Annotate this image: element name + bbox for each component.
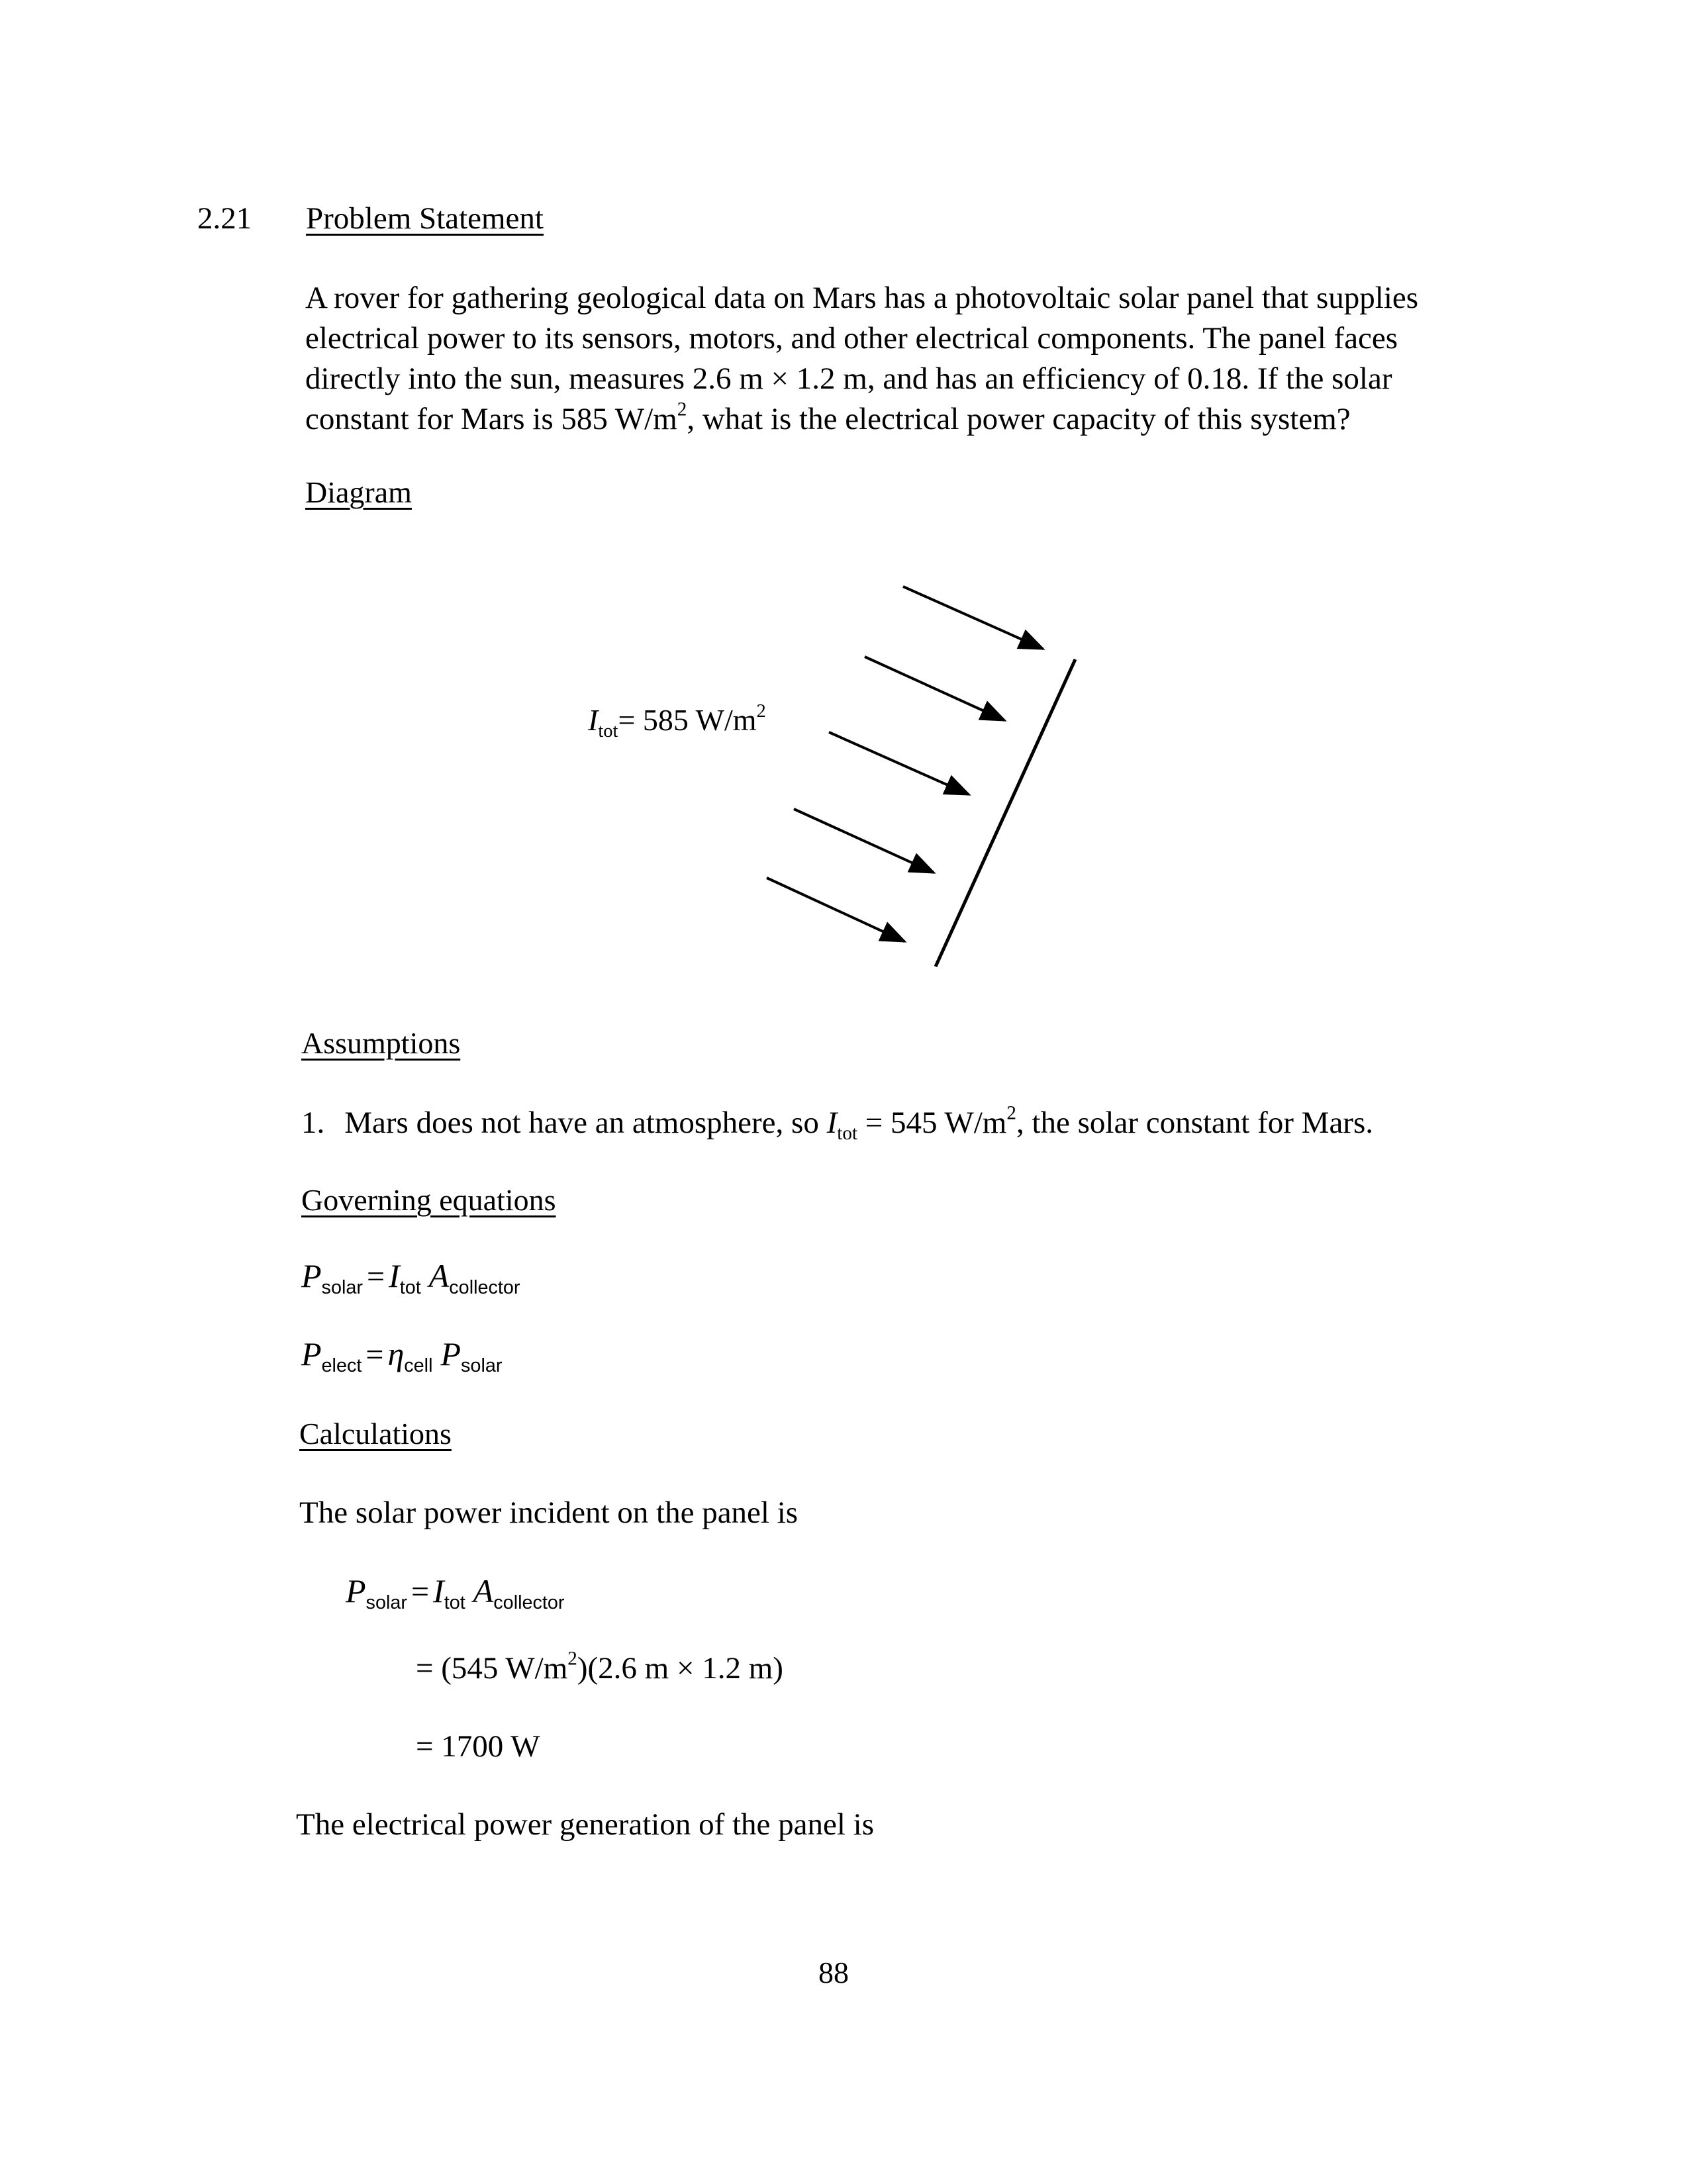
sun-ray-arrow-2 — [865, 657, 1004, 720]
calc-equation-solar-power: $P_{solar} = I_{tot}$ $A_{collector}$ — [346, 1572, 565, 1614]
calculations-intro: The solar power incident on the panel is — [299, 1496, 799, 1530]
assumptions-heading: Assumptions — [301, 1026, 461, 1060]
solar-panel-line — [936, 659, 1075, 967]
assumption-number: 1. — [301, 1106, 325, 1140]
problem-statement-heading: Problem Statement — [306, 201, 544, 236]
assumption-item-1: 1. Mars does not have an atmosphere, so $I_{tot} = 545$ $W/m^2$, the solar constant for Mars. — [301, 1102, 1373, 1145]
page-number: 88 — [818, 1956, 849, 1989]
sun-ray-arrow-1 — [903, 587, 1043, 649]
equation-electrical-power: $P_{elect} = \eta_{cell}$ $P_{solar}$ — [301, 1335, 503, 1377]
equation-solar-power: $P_{solar} = I_{tot}$ $A_{collector}$ — [301, 1257, 520, 1299]
calculations-heading: Calculations — [299, 1417, 452, 1450]
calculations-outro: The electrical power generation of the panel is — [296, 1807, 875, 1842]
calc-step-result: = 1700 W — [416, 1729, 540, 1764]
diagram-heading: Diagram — [305, 475, 412, 509]
problem-line-4: constant for Mars is 585 $W/m^2$, what is the electrical power capacity of this system? — [305, 399, 1351, 436]
problem-line-3: directly into the sun, measures 2.6 m × 1.2 m, and has an efficiency of 0.18. If the solar — [305, 361, 1392, 396]
sun-ray-arrow-3 — [829, 732, 969, 794]
calc-step-substitution: = (545 $W/m^2)(2.6$ m × 1.2 m) — [416, 1648, 783, 1685]
irradiance-label: $I_{tot}= 585$ $W/m^2$ — [588, 701, 766, 741]
governing-equations-heading: Governing equations — [301, 1183, 556, 1217]
problem-line-2: electrical power to its sensors, motors, and other electrical components. The panel faces — [305, 321, 1398, 356]
problem-number: 2.21 — [197, 201, 252, 236]
problem-line-1: A rover for gathering geological data on Mars has a photovoltaic solar panel that supplies — [305, 281, 1419, 315]
solar-panel-diagram — [0, 0, 1695, 1033]
sun-ray-arrow-5 — [767, 878, 904, 941]
sun-ray-arrow-4 — [794, 809, 934, 873]
